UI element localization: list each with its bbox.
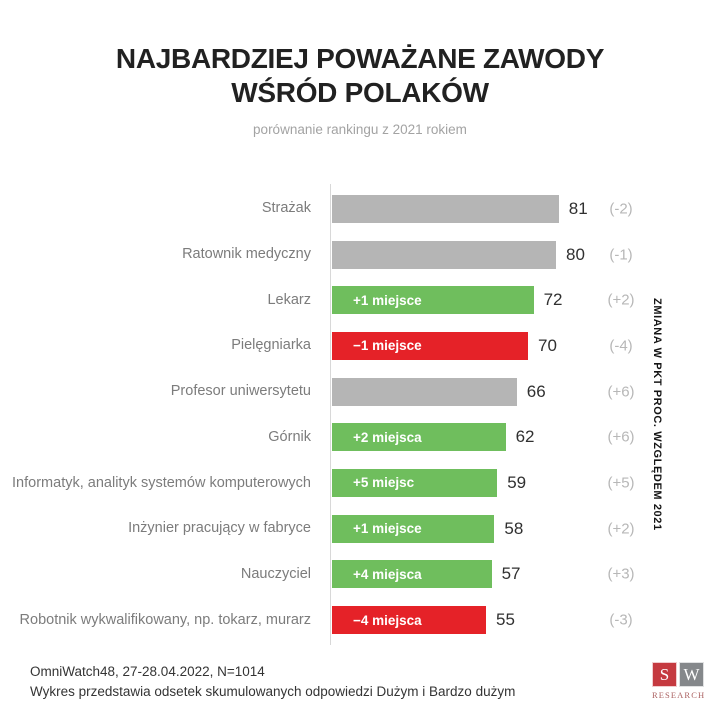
bar-rank-change-label: +1 miejsce bbox=[353, 521, 422, 537]
page-title-line-1: NAJBARDZIEJ POWAŻANE ZAWODY bbox=[115, 43, 605, 74]
pp-change-label: (-3) bbox=[609, 611, 633, 629]
footer-note: Wykres przedstawia odsetek skumulowanych odpowiedzi Dużym i Bardzo dużym bbox=[30, 683, 516, 699]
bar-chart bbox=[0, 186, 720, 643]
category-label: Informatyk, analityk systemów komputerowych bbox=[12, 474, 311, 491]
bar bbox=[332, 560, 492, 588]
logo-letter-w: W bbox=[679, 662, 704, 687]
chart-row bbox=[0, 323, 720, 369]
category-label: Profesor uniwersytetu bbox=[170, 383, 311, 400]
pp-change-label: (+2) bbox=[607, 291, 635, 309]
bar-rank-change-label: +4 miejsca bbox=[353, 566, 422, 582]
chart-row bbox=[0, 506, 720, 552]
bar bbox=[332, 241, 556, 269]
pp-change-label: (+5) bbox=[607, 474, 635, 492]
bar bbox=[332, 378, 517, 406]
category-label: Nauczyciel bbox=[240, 565, 311, 582]
value-label: 70 bbox=[538, 335, 557, 355]
bar-rank-change-label: +1 miejsce bbox=[353, 292, 422, 308]
change-axis-title: ZMIANA W PKT PROC. WZGLĘDEM 2021 bbox=[651, 298, 663, 531]
footer-source: OmniWatch48, 27-28.04.2022, N=1014 bbox=[30, 664, 265, 679]
logo-squares bbox=[652, 662, 704, 687]
bar bbox=[332, 286, 534, 314]
chart-row bbox=[0, 597, 720, 643]
pp-change-label: (+2) bbox=[607, 520, 635, 538]
value-label: 55 bbox=[496, 610, 515, 630]
footer bbox=[30, 662, 515, 701]
category-label: Górnik bbox=[268, 428, 311, 445]
bar bbox=[332, 606, 486, 634]
category-label: Strażak bbox=[261, 200, 311, 217]
pp-change-label: (-2) bbox=[609, 200, 633, 218]
category-label: Lekarz bbox=[267, 291, 311, 308]
pp-change-label: (-1) bbox=[609, 246, 633, 264]
chart-subtitle: porównanie rankingu z 2021 rokiem bbox=[253, 122, 467, 138]
logo-letter-s: S bbox=[652, 662, 677, 687]
chart-row bbox=[0, 460, 720, 506]
chart-header bbox=[0, 42, 720, 137]
value-label: 80 bbox=[566, 244, 585, 264]
chart-row bbox=[0, 277, 720, 323]
category-label: Inżynier pracujący w fabryce bbox=[128, 520, 311, 537]
value-label: 58 bbox=[504, 518, 524, 538]
bar-rank-change-label: +2 miejsca bbox=[353, 429, 422, 445]
chart-row bbox=[0, 414, 720, 460]
logo-caption: RESEARCH bbox=[652, 690, 706, 700]
chart-row bbox=[0, 186, 720, 232]
pp-change-label: (-4) bbox=[609, 337, 633, 355]
bar bbox=[332, 515, 494, 543]
value-label: 72 bbox=[543, 290, 563, 310]
bar-rank-change-label: −1 miejsce bbox=[353, 338, 422, 354]
pp-change-label: (+6) bbox=[607, 428, 635, 446]
value-label: 57 bbox=[501, 564, 521, 584]
bar-rank-change-label: −4 miejsca bbox=[353, 612, 422, 628]
bar bbox=[332, 332, 528, 360]
value-label: 66 bbox=[526, 381, 546, 401]
sw-research-logo bbox=[652, 662, 704, 700]
value-label: 81 bbox=[568, 198, 588, 218]
chart-row bbox=[0, 232, 720, 278]
category-label: Pielęgniarka bbox=[231, 337, 311, 354]
bar bbox=[332, 469, 497, 497]
category-label: Robotnik wykwalifikowany, np. tokarz, murarz bbox=[19, 611, 311, 628]
pp-change-label: (+6) bbox=[607, 383, 635, 401]
value-label: 59 bbox=[507, 472, 527, 492]
value-label: 62 bbox=[515, 427, 535, 447]
chart-row bbox=[0, 369, 720, 415]
pp-change-label: (+3) bbox=[607, 565, 635, 583]
chart-row bbox=[0, 552, 720, 598]
bar-rank-change-label: +5 miejsc bbox=[353, 475, 415, 491]
bar bbox=[332, 423, 506, 451]
category-label: Ratownik medyczny bbox=[182, 246, 311, 263]
page-title-line-2: WŚRÓD POLAKÓW bbox=[231, 77, 489, 109]
bar bbox=[332, 195, 559, 223]
